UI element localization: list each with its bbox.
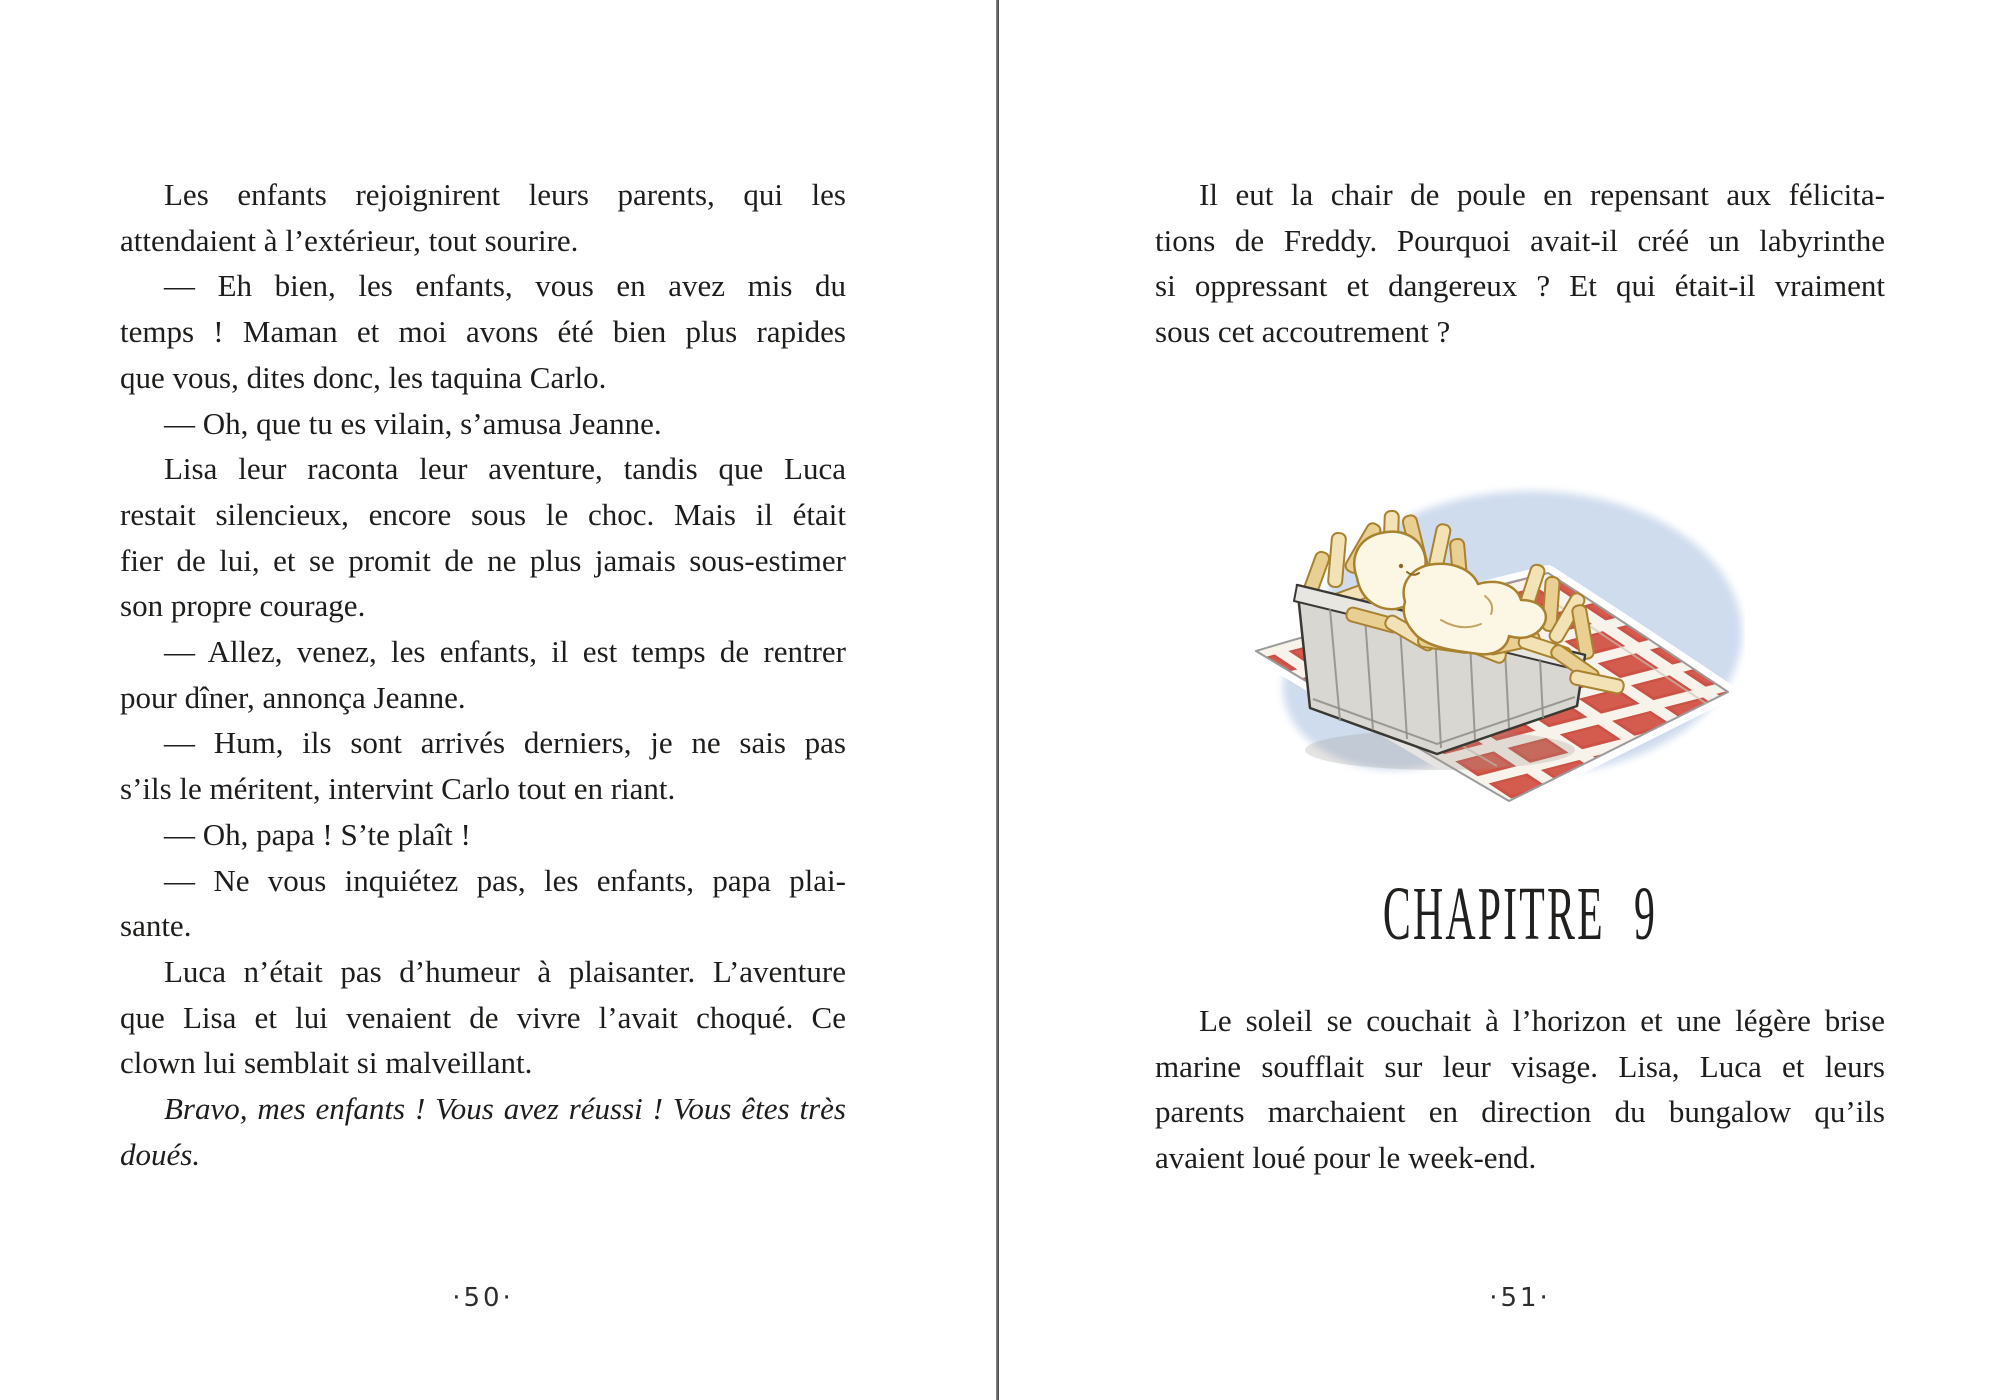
- text-line: — Allez, venez, les enfants, il est temps de rentrer: [164, 634, 846, 670]
- text-line: — Oh, que tu es vilain, s’amusa Jeanne.: [164, 405, 662, 441]
- text-line: s’ils le méritent, intervint Carlo tout en riant.: [120, 771, 676, 807]
- text-line: pour dîner, annonça Jeanne.: [120, 679, 466, 715]
- text-line: clown lui semblait si malveillant.: [120, 1045, 533, 1081]
- text-line: restait silencieux, encore sous le choc. Mais il était: [120, 496, 846, 532]
- text-line: Lisa leur raconta leur aventure, tandis que Luca: [164, 451, 846, 487]
- text-line: — Hum, ils sont arrivés derniers, je ne sais pas: [164, 725, 846, 761]
- paragraph: [120, 858, 846, 949]
- page-gutter-divider: [996, 0, 999, 1400]
- text-line: parents marchaient en direction du bungalow qu’ils: [1155, 1094, 1885, 1130]
- text-line: — Ne vous inquiétez pas, les enfants, papa plai-: [164, 862, 846, 898]
- text-line: Les enfants rejoignirent leurs parents, qui les: [164, 177, 846, 212]
- paragraph: [120, 401, 846, 447]
- paragraph: [120, 1086, 846, 1177]
- text-line: — Oh, papa ! S’te plaît !: [164, 816, 471, 852]
- text-line: Le soleil se couchait à l’horizon et une légère brise: [1199, 1003, 1885, 1038]
- left-page-text: [120, 172, 846, 1177]
- text-line: que Lisa et lui venaient de vivre l’avait choqué. Ce: [120, 999, 846, 1035]
- right-page-number: ·51·: [1489, 1283, 1551, 1313]
- paragraph: [1155, 172, 1885, 355]
- fries-illustration: [1245, 478, 1745, 808]
- right-page-text-bottom: [1155, 998, 1885, 1181]
- paragraph: [120, 949, 846, 1086]
- text-line: fier de lui, et se promit de ne plus jamais sous-estimer: [120, 542, 846, 578]
- text-line: sous cet accoutrement ?: [1155, 314, 1451, 350]
- paragraph: [120, 263, 846, 400]
- paragraph: [1155, 998, 1885, 1181]
- text-line: avaient loué pour le week-end.: [1155, 1140, 1537, 1176]
- paragraph: [120, 812, 846, 858]
- text-line: que vous, dites donc, les taquina Carlo.: [120, 359, 607, 395]
- text-line: tions de Freddy. Pourquoi avait-il créé un labyrinthe: [1155, 222, 1885, 258]
- text-line: marine soufflait sur leur visage. Lisa, Luca et leurs: [1155, 1048, 1885, 1084]
- paragraph: [120, 446, 846, 629]
- text-line: Bravo, mes enfants ! Vous avez réussi ! Vous êtes très: [164, 1091, 846, 1127]
- left-page-number: ·50·: [452, 1283, 514, 1313]
- mayo-face-dot: [1399, 564, 1403, 568]
- text-line: si oppressant et dangereux ? Et qui était-il vraiment: [1155, 268, 1885, 304]
- text-line: temps ! Maman et moi avons été bien plus rapides: [120, 314, 846, 350]
- chapter-heading: CHAPITRE 9: [1382, 872, 1658, 956]
- paragraph: [120, 172, 846, 263]
- paragraph: [120, 720, 846, 811]
- text-line: — Eh bien, les enfants, vous en avez mis du: [164, 268, 846, 304]
- text-line: son propre courage.: [120, 588, 366, 624]
- text-line: sante.: [120, 908, 192, 944]
- text-line: attendaient à l’extérieur, tout sourire.: [120, 222, 579, 258]
- text-line: Luca n’était pas d’humeur à plaisanter. L’aventure: [164, 953, 846, 989]
- text-line: Il eut la chair de poule en repensant aux félicita-: [1199, 177, 1885, 212]
- text-line: doués.: [120, 1136, 201, 1172]
- right-page-text-top: [1155, 172, 1885, 355]
- paragraph: [120, 629, 846, 720]
